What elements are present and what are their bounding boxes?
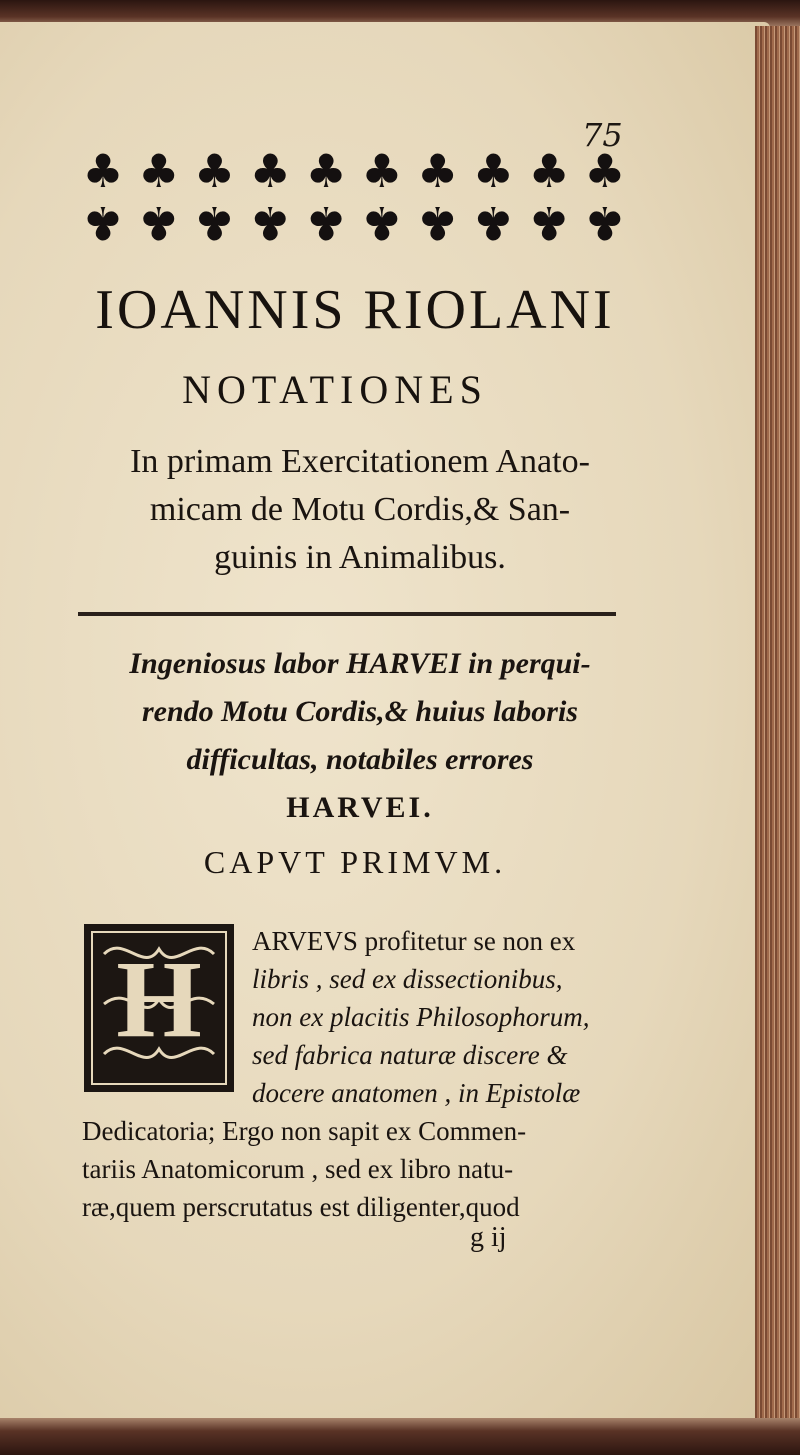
fleuron-icon: ♣ <box>249 144 291 198</box>
fleuron-icon: ♣ <box>416 144 459 198</box>
page-fore-edge <box>755 26 800 1422</box>
summary-line: difficultas, notabiles errores <box>186 743 534 776</box>
subtitle-line: micam de Motu Cordis,& San- <box>149 491 571 528</box>
subtitle-line: In primam Exercitationem Anato- <box>130 443 590 480</box>
page-number: 75 <box>582 116 623 154</box>
body-line: ræ,quem perscrutatus est diligenter,quod <box>82 1192 520 1222</box>
fleuron-border-bottom <box>78 196 630 250</box>
fleuron-icon: ♣ <box>472 196 514 250</box>
horizontal-rule <box>78 612 616 616</box>
bottom-binding-edge <box>0 1418 800 1455</box>
title-author: IOANNIS RIOLANI <box>95 279 615 341</box>
subtitle-line: guinis in Animalibus. <box>214 539 506 576</box>
fleuron-icon: ♣ <box>528 196 570 250</box>
fleuron-icon: ♣ <box>416 196 459 250</box>
fleuron-icon: ♣ <box>193 196 236 250</box>
body-line: Dedicatoria; Ergo non sapit ex Commen- <box>82 1116 527 1146</box>
summary-line: HARVEI. <box>286 791 434 824</box>
title-work: NOTATIONES <box>182 367 488 412</box>
fleuron-border-top <box>78 144 630 198</box>
fleuron-icon: ♣ <box>361 144 403 198</box>
body-line: sed fabrica naturæ discere & <box>252 1040 568 1070</box>
summary-line: rendo Motu Cordis,& huius laboris <box>142 695 578 728</box>
fleuron-icon: ♣ <box>472 144 514 198</box>
fleuron-icon: ♣ <box>249 196 291 250</box>
fleuron-icon: ♣ <box>528 144 570 198</box>
summary-line: Ingeniosus labor HARVEI in perqui- <box>129 647 591 680</box>
fleuron-icon: ♣ <box>305 196 347 250</box>
body-line: tariis Anatomicorum , sed ex libro natu- <box>82 1154 514 1184</box>
fleuron-icon: ♣ <box>584 144 626 198</box>
fleuron-icon: ♣ <box>361 196 403 250</box>
chapter-summary <box>80 640 640 832</box>
fleuron-icon: ♣ <box>305 144 347 198</box>
fleuron-icon: ♣ <box>138 144 180 198</box>
fleuron-icon: ♣ <box>82 144 124 198</box>
catchword-signature: g ij <box>470 1222 507 1253</box>
body-line: docere anatomen , in Epistolæ <box>252 1078 581 1108</box>
body-line: non ex placitis Philosophorum, <box>252 1002 590 1032</box>
decorated-initial-icon <box>84 924 234 1092</box>
fleuron-icon: ♣ <box>584 196 626 250</box>
fleuron-icon: ♣ <box>138 196 180 250</box>
body-line: libris , sed ex dissectionibus, <box>252 964 563 994</box>
fleuron-icon: ♣ <box>82 196 124 250</box>
body-line: ARVEVS profitetur se non ex <box>252 926 576 956</box>
drop-cap-letter: H <box>116 938 202 1060</box>
subtitle <box>70 438 650 582</box>
chapter-heading: CAPVT PRIMVM. <box>203 844 507 880</box>
fleuron-icon: ♣ <box>193 144 236 198</box>
